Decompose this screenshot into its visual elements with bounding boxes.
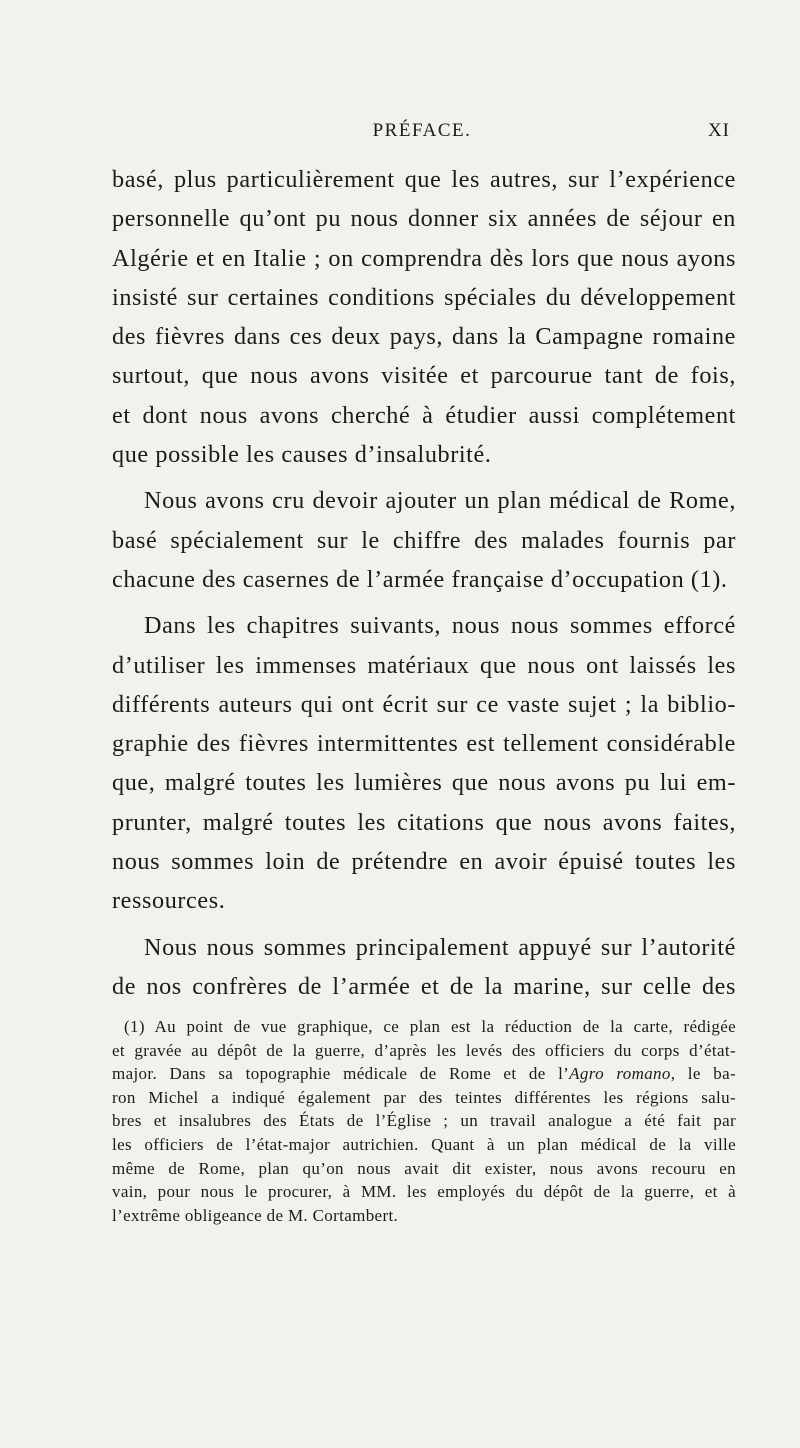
text-line: nous sommes loin de prétendre en avoir épuisé toutes les [112,848,736,876]
text-line: chacune des casernes de l’armée française d’occupation (1). [112,565,728,593]
page-number: XI [707,120,730,141]
footnote-line: vain, pour nous le procurer, à MM. les employés du dépôt de la guerre, et à [112,1182,736,1202]
page-header [112,120,732,150]
text-line: Algérie et en Italie ; on comprendra dès lors que nous ayons [112,244,736,272]
text-line: insisté sur certaines conditions spéciales du développement [112,283,736,311]
text-line: Nous nous sommes principalement appuyé sur l’autorité [144,933,736,961]
paragraph [112,481,736,599]
paragraph [112,606,736,920]
paragraph [112,928,736,1007]
body-text [112,160,736,1006]
text-line: différents auteurs qui ont écrit sur ce vaste sujet ; la biblio- [112,690,736,718]
text-line: et dont nous avons cherché à étudier aussi complétement [112,401,736,429]
text-line: Dans les chapitres suivants, nous nous sommes efforcé [144,612,736,640]
footnote-line: et gravée au dépôt de la guerre, d’après les levés des officiers du corps d’état- [112,1040,736,1060]
text-line: des fièvres dans ces deux pays, dans la Campagne romaine [112,323,736,351]
text-line: que possible les causes d’insalubrité. [112,441,492,469]
text-line: basé spécialement sur le chiffre des malades fournis par [112,526,736,554]
text-line: surtout, que nous avons visitée et parcourue tant de fois, [112,362,736,390]
text-line: de nos confrères de l’armée et de la marine, sur celle des [112,972,736,1000]
text-line: graphie des fièvres intermittentes est tellement considérable [112,730,736,758]
italic-title: Agro romano [569,1064,671,1084]
footnote-line: les officiers de l’état-major autrichien. Quant à un plan médical de la ville [112,1134,736,1154]
text-line: prunter, malgré toutes les citations que nous avons faites, [112,808,736,836]
footnote-line: ron Michel a indiqué également par des teintes différentes les régions salu- [112,1087,736,1107]
footnote-line: major. Dans sa topographie médicale de Rome et de l’Agro romano, le ba- [112,1064,736,1084]
footnote-line: (1) Au point de vue graphique, ce plan est la réduction de la carte, rédigée [124,1017,736,1036]
text-line: basé, plus particulièrement que les autres, sur l’expérience [112,166,736,193]
footnote-line: même de Rome, plan qu’on nous avait dit exister, nous avons recouru en [112,1158,736,1178]
text-line: Nous avons cru devoir ajouter un plan médical de Rome, [144,487,736,515]
footnote-line: bres et insalubres des États de l’Église ; un travail analogue a été fait par [112,1111,736,1131]
footnote [112,1015,736,1227]
text-line: ressources. [112,887,226,915]
running-title: PRÉFACE. [372,120,472,141]
text-line: personnelle qu’ont pu nous donner six années de séjour en [112,205,736,233]
text-line: d’utiliser les immenses matériaux que nous ont laissés les [112,651,736,679]
paragraph [112,160,736,474]
footnote-line: l’extrême obligeance de M. Cortambert. [112,1205,399,1225]
text-line: que, malgré toutes les lumières que nous avons pu lui em- [112,769,736,797]
